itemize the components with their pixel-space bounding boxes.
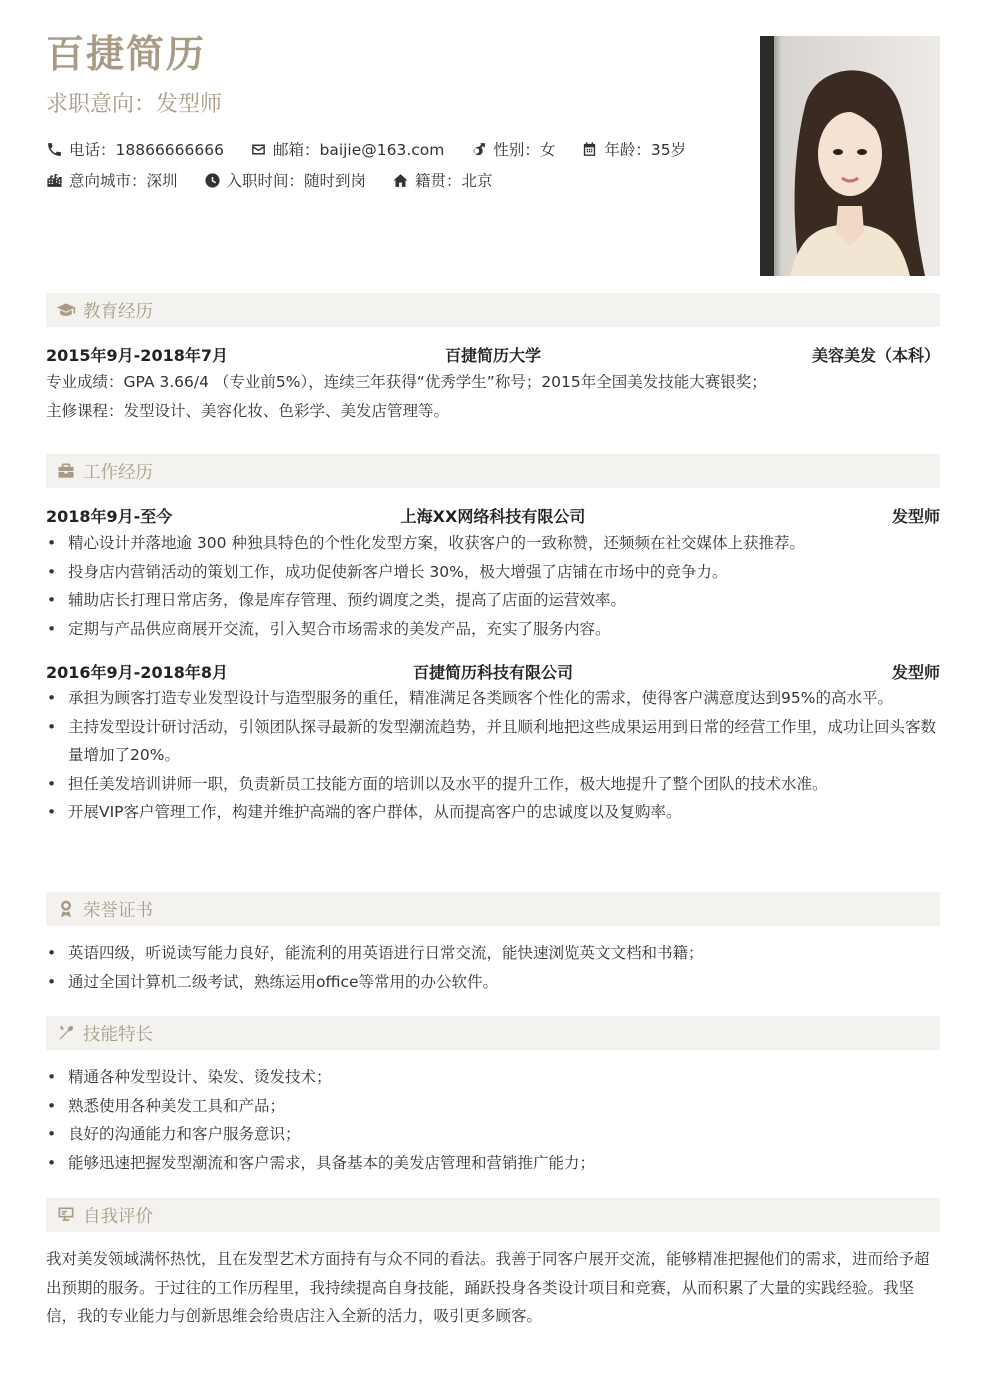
info-email [250, 138, 444, 160]
list-item: • 英语四级，听说读写能力良好，能流利的用英语进行日常交流，能快速浏览英文文档和书籍； [46, 939, 940, 968]
honors-header [46, 892, 940, 926]
self-eval-title: 自我评价 [83, 1206, 153, 1227]
resume-header [46, 30, 746, 191]
info-age [581, 138, 686, 160]
list-item: • 开展VIP客户管理工作，构建并维护高端的客户群体，从而提高客户的忠诚度以及复购率。 [46, 798, 940, 827]
job-bullets [46, 529, 940, 643]
education-school: 百捷简历大学 [444, 345, 541, 365]
skills-section [46, 1016, 940, 1177]
work-header [46, 454, 940, 488]
portrait-illustration [760, 36, 940, 276]
honors-title: 荣誉证书 [83, 900, 153, 921]
education-section [46, 293, 940, 425]
job-period: 2016年9月-2018年8月 [46, 662, 228, 682]
info-city [46, 169, 178, 191]
job-role: 发型师 [891, 662, 940, 682]
list-item: • 通过全国计算机二级考试，熟练运用office等常用的办公软件。 [46, 968, 940, 997]
info-gender [470, 138, 555, 160]
award-icon [56, 899, 76, 919]
hometown-text: 籍贯：北京 [415, 172, 493, 190]
home-icon [392, 172, 409, 189]
job-company: 百捷简历科技有限公司 [412, 662, 573, 682]
skills-header [46, 1016, 940, 1050]
list-item: • 定期与产品供应商展开交流，引入契合市场需求的美发产品，充实了服务内容。 [46, 615, 940, 644]
list-item: • 能够迅速把握发型潮流和客户需求，具备基本的美发店管理和营销推广能力； [46, 1149, 940, 1178]
work-title: 工作经历 [83, 462, 153, 483]
phone-icon [46, 141, 63, 158]
education-period: 2015年9月-2018年7月 [46, 345, 228, 365]
job-row [46, 659, 940, 683]
education-line: 主修课程：发型设计、美容化妆、色彩学、美发店管理等。 [46, 401, 450, 420]
list-item: • 精通各种发型设计、染发、烫发技术； [46, 1063, 940, 1092]
education-header [46, 293, 940, 327]
info-row-2 [46, 169, 746, 191]
job-bullets [46, 684, 940, 827]
info-start-time [204, 169, 367, 191]
job-role: 发型师 [891, 506, 940, 526]
honors-section [46, 892, 940, 996]
clock-icon [204, 172, 221, 189]
graduation-cap-icon [56, 300, 76, 320]
city-text: 意向城市：深圳 [69, 172, 178, 190]
info-row-1 [46, 138, 746, 160]
education-title: 教育经历 [83, 301, 153, 322]
profile-photo [760, 36, 940, 276]
candidate-name: 百捷简历 [46, 32, 207, 76]
gender-text: 性别：女 [493, 141, 556, 159]
education-major: 美容美发（本科） [811, 345, 940, 365]
list-item: • 辅助店长打理日常店务，像是库存管理、预约调度之类，提高了店面的运营效率。 [46, 586, 940, 615]
start-time-text: 入职时间：随时到岗 [226, 172, 367, 190]
list-item: • 承担为顾客打造专业发型设计与造型服务的重任，精准满足各类顾客个性化的需求，使得客户满意度达到95%的高水平。 [46, 684, 940, 713]
presentation-icon [56, 1205, 76, 1225]
age-text: 年龄：35岁 [604, 141, 687, 159]
job-intent: 求职意向：发型师 [46, 92, 223, 117]
skills-title: 技能特长 [83, 1024, 153, 1045]
skills-bullets [46, 1063, 940, 1177]
list-item: • 担任美发培训讲师一职，负责新员工技能方面的培训以及水平的提升工作，极大地提升了整个团队的技术水准。 [46, 770, 940, 799]
gender-icon [470, 141, 487, 158]
email-text: 邮箱：baijie@163.com [272, 141, 445, 159]
info-hometown [392, 169, 493, 191]
phone-text: 电话：18866666666 [69, 141, 224, 159]
self-eval-text: 我对美发领域满怀热忱，且在发型艺术方面持有与众不同的看法。我善于同客户展开交流，能够精准把握他们的需求，进而给予超出预期的服务。于过往的工作历程里，我持续提高自身技能，踊跃投身各类设计项目和竞赛，从而积累了大量的实践经验。我坚信，我的专业能力与创新思维会给贵店注入全新的活力，吸引更多顾客。 [46, 1250, 930, 1325]
mail-icon [250, 141, 267, 158]
list-item: • 主持发型设计研讨活动，引领团队探寻最新的发型潮流趋势，并且顺利地把这些成果运用到日常的经营工作里，成功让回头客数量增加了20%。 [46, 713, 940, 770]
calendar-icon [581, 141, 598, 158]
job-row [46, 503, 940, 527]
briefcase-icon [56, 461, 76, 481]
education-line: 专业成绩：GPA 3.66/4 （专业前5%），连续三年获得“优秀学生”称号；2015年全国美发技能大赛银奖； [46, 373, 767, 391]
info-phone [46, 138, 224, 160]
tools-icon [56, 1023, 76, 1043]
self-eval-header [46, 1198, 940, 1232]
job-period: 2018年9月-至今 [46, 506, 173, 526]
city-icon [46, 172, 63, 189]
list-item: • 良好的沟通能力和客户服务意识； [46, 1120, 940, 1149]
honors-bullets [46, 939, 940, 996]
education-row [46, 342, 940, 366]
list-item: • 精心设计并落地逾 300 种独具特色的个性化发型方案，收获客户的一致称赞，还频频在社交媒体上获推荐。 [46, 529, 940, 558]
list-item: • 熟悉使用各种美发工具和产品； [46, 1092, 940, 1121]
list-item: • 投身店内营销活动的策划工作，成功促使新客户增长 30%，极大增强了店铺在市场中的竞争力。 [46, 558, 940, 587]
job-company: 上海XX网络科技有限公司 [400, 506, 586, 526]
self-eval-section [46, 1198, 940, 1331]
work-section [46, 454, 940, 827]
